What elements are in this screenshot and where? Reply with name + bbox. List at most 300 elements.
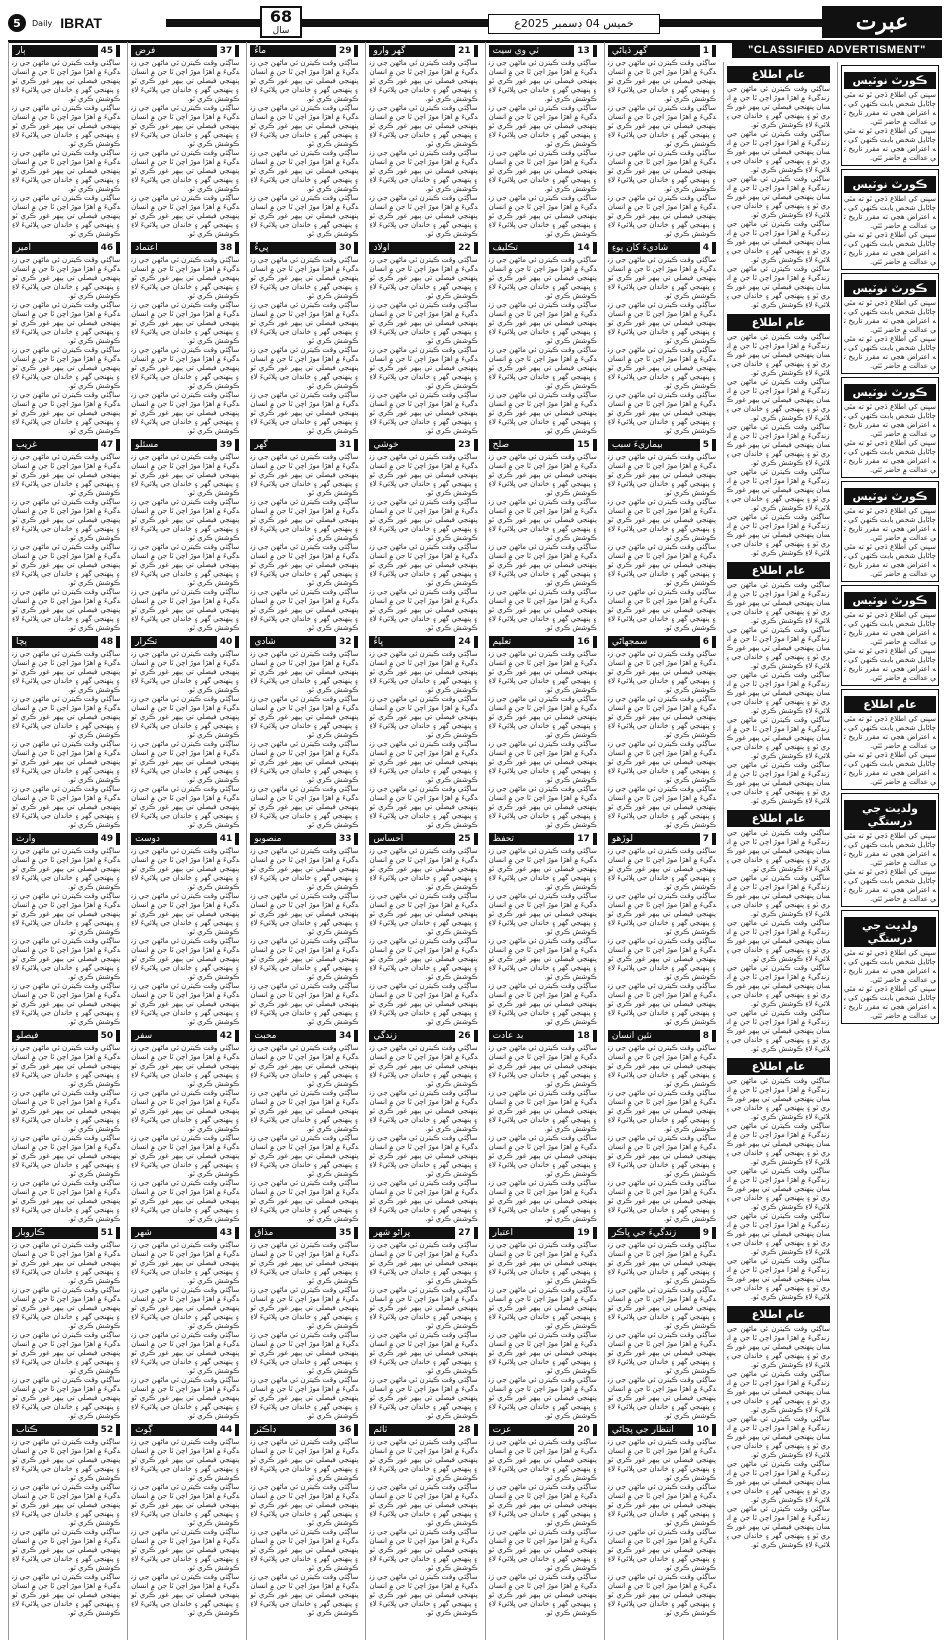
general-notice-title: عام اطلاع [727,66,830,83]
story-text: ساڳئي وقت ڪيترن ئي ماڻهن جي زندگيءَ ۾ اهڙا موڙ اچن ٿا جن ۾ انسان پنهنجي فيصلي تي ٻيهر غور ڪري ٿو ۽ پنهنجي گهر ۽ خاندان جي ڀلائيءَ لاءِ ڪوشش ڪري ٿو. [369,588,478,632]
story-number: 27 [455,1227,474,1239]
ad-notice-text: سڀني کي اطلاع ڏجي ٿو ته مٿي ڄاڻايل شخص بابت ڪنهن کي به اعتراض هجي ته مقرر تاريخ تي عدالت ۾ حاضر ٿئي. [844,403,936,438]
story-title: عزت [492,1425,512,1435]
story-text: ساڳئي وقت ڪيترن ئي ماڻهن جي زندگيءَ ۾ اهڙا موڙ اچن ٿا جن ۾ انسان پنهنجي فيصلي تي ٻيهر غور ڪري ٿو ۽ پنهنجي گهر ۽ خاندان جي ڀلائيءَ لاءِ ڪوشش ڪري ٿو. [250,543,359,587]
story-text: ساڳئي وقت ڪيترن ئي ماڻهن جي زندگيءَ ۾ اهڙا موڙ اچن ٿا جن ۾ انسان پنهنجي فيصلي تي ٻيهر غور ڪري ٿو ۽ پنهنجي گهر ۽ خاندان جي ڀلائيءَ لاءِ ڪوشش ڪري ٿو. [607,1483,716,1527]
story-text: ساڳئي وقت ڪيترن ئي ماڻهن جي زندگيءَ ۾ اهڙا موڙ اچن ٿا جن ۾ انسان پنهنجي فيصلي تي ٻيهر غور ڪري ٿو ۽ پنهنجي گهر ۽ خاندان جي ڀلائيءَ لاءِ ڪوشش ڪري ٿو. [11,346,121,390]
story-text: ساڳئي وقت ڪيترن ئي ماڻهن جي زندگيءَ ۾ اهڙا موڙ اچن ٿا جن ۾ انسان پنهنجي فيصلي تي ٻيهر غور ڪري ٿو ۽ پنهنجي گهر ۽ خاندان جي ڀلائيءَ لاءِ ڪوشش ڪري ٿو. [607,1044,716,1088]
story-title: خوشي [373,440,399,450]
story-text: ساڳئي وقت ڪيترن ئي ماڻهن جي زندگيءَ ۾ اهڙا موڙ اچن ٿا جن ۾ انسان پنهنجي فيصلي تي ٻيهر غور ڪري ٿو ۽ پنهنجي گهر ۽ خاندان جي ڀلائيءَ لاءِ ڪوشش ڪري ٿو. [488,453,597,497]
story-text: ساڳئي وقت ڪيترن ئي ماڻهن جي زندگيءَ ۾ اهڙا موڙ اچن ٿا جن ۾ انسان پنهنجي فيصلي تي ٻيهر غور ڪري ٿو ۽ پنهنجي گهر ۽ خاندان جي ڀلائيءَ لاءِ ڪوشش ڪري ٿو. [250,1286,359,1330]
story-text: ساڳئي وقت ڪيترن ئي ماڻهن جي زندگيءَ ۾ اهڙا موڙ اچن ٿا جن ۾ انسان پنهنجي فيصلي تي ٻيهر غور ڪري ٿو ۽ پنهنجي گهر ۽ خاندان جي ڀلائيءَ لاءِ ڪوشش ڪري ٿو. [488,847,597,891]
story-text: ساڳئي وقت ڪيترن ئي ماڻهن جي زندگيءَ ۾ اهڙا موڙ اچن ٿا جن ۾ انسان پنهنجي فيصلي تي ٻيهر غور ڪري ٿو ۽ پنهنجي گهر ۽ خاندان جي ڀلائيءَ لاءِ ڪوشش ڪري ٿو. [11,695,121,739]
story-number: 21 [455,45,474,57]
story-text: ساڳئي وقت ڪيترن ئي ماڻهن جي زندگيءَ ۾ اهڙا موڙ اچن ٿا جن ۾ انسان پنهنجي فيصلي تي ٻيهر غور ڪري ٿو ۽ پنهنجي گهر ۽ خاندان جي ڀلائيءَ لاءِ ڪوشش ڪري ٿو. [607,391,716,435]
story-text: ساڳئي وقت ڪيترن ئي ماڻهن جي زندگيءَ ۾ اهڙا موڙ اچن ٿا جن ۾ انسان پنهنجي فيصلي تي ٻيهر غور ڪري ٿو ۽ پنهنجي گهر ۽ خاندان جي ڀلائيءَ لاءِ ڪوشش ڪري ٿو. [607,1241,716,1285]
story-text: ساڳئي وقت ڪيترن ئي ماڻهن جي زندگيءَ ۾ اهڙا موڙ اچن ٿا جن ۾ انسان پنهنجي فيصلي تي ٻيهر غور ڪري ٿو ۽ پنهنجي گهر ۽ خاندان جي ڀلائيءَ لاءِ ڪوشش ڪري ٿو. [11,1573,121,1617]
story-header [608,833,716,845]
ad-notice-title: ڪورٽ نوٽيس [844,592,936,609]
general-notice-text: ساڳئي وقت ڪيترن ئي ماڻهن جي زندگيءَ ۾ اهڙا موڙ اچن ٿا جن ۾ انسان پنهنجي فيصلي تي ٻيهر غور ڪري ٿو ۽ پنهنجي گهر ۽ خاندان جي ڀلائيءَ لاءِ ڪوشش ڪري ٿو. [727,1370,830,1414]
story-text: ساڳئي وقت ڪيترن ئي ماڻهن جي زندگيءَ ۾ اهڙا موڙ اچن ٿا جن ۾ انسان پنهنجي فيصلي تي ٻيهر غور ڪري ٿو ۽ پنهنجي گهر ۽ خاندان جي ڀلائيءَ لاءِ ڪوشش ڪري ٿو. [131,1044,240,1088]
ad-notice-text: سڀني کي اطلاع ڏجي ٿو ته مٿي ڄاڻايل شخص بابت ڪنهن کي به اعتراض هجي ته مقرر تاريخ تي عدالت ۾ حاضر ٿئي. [844,949,936,984]
story-text: ساڳئي وقت ڪيترن ئي ماڻهن جي زندگيءَ ۾ اهڙا موڙ اچن ٿا جن ۾ انسان پنهنجي فيصلي تي ٻيهر غور ڪري ٿو ۽ پنهنجي گهر ۽ خاندان جي ڀلائيءَ لاءِ ڪوشش ڪري ٿو. [11,1438,121,1482]
page-number: 5 [8,14,26,32]
general-notice-text: ساڳئي وقت ڪيترن ئي ماڻهن جي زندگيءَ ۾ اهڙا موڙ اچن ٿا جن ۾ انسان پنهنجي فيصلي تي ٻيهر غور ڪري ٿو ۽ پنهنجي گهر ۽ خاندان جي ڀلائيءَ لاءِ ڪوشش ڪري ٿو. [727,671,830,715]
story-text: ساڳئي وقت ڪيترن ئي ماڻهن جي زندگيءَ ۾ اهڙا موڙ اچن ٿا جن ۾ انسان پنهنجي فيصلي تي ٻيهر غور ڪري ٿو ۽ پنهنجي گهر ۽ خاندان جي ڀلائيءَ لاءِ ڪوشش ڪري ٿو. [250,453,359,497]
story-header [608,242,716,254]
story-header [489,439,597,451]
story-text: ساڳئي وقت ڪيترن ئي ماڻهن جي زندگيءَ ۾ اهڙا موڙ اچن ٿا جن ۾ انسان پنهنجي فيصلي تي ٻيهر غور ڪري ٿو ۽ پنهنجي گهر ۽ خاندان جي ڀلائيءَ لاءِ ڪوشش ڪري ٿو. [369,847,478,891]
story-text: ساڳئي وقت ڪيترن ئي ماڻهن جي زندگيءَ ۾ اهڙا موڙ اچن ٿا جن ۾ انسان پنهنجي فيصلي تي ٻيهر غور ڪري ٿو ۽ پنهنجي گهر ۽ خاندان جي ڀلائيءَ لاءِ ڪوشش ڪري ٿو. [488,695,597,739]
general-notice-title: عام اطلاع [727,562,830,579]
general-notice-text: ساڳئي وقت ڪيترن ئي ماڻهن جي زندگيءَ ۾ اهڙا موڙ اچن ٿا جن ۾ انسان پنهنجي فيصلي تي ٻيهر غور ڪري ٿو ۽ پنهنجي گهر ۽ خاندان جي ڀلائيءَ لاءِ ڪوشش ڪري ٿو. [727,1077,830,1121]
story-text: ساڳئي وقت ڪيترن ئي ماڻهن جي زندگيءَ ۾ اهڙا موڙ اچن ٿا جن ۾ انسان پنهنجي فيصلي تي ٻيهر غور ڪري ٿو ۽ پنهنجي گهر ۽ خاندان جي ڀلائيءَ لاءِ ڪوشش ڪري ٿو. [488,650,597,694]
story-text: ساڳئي وقت ڪيترن ئي ماڻهن جي زندگيءَ ۾ اهڙا موڙ اچن ٿا جن ۾ انسان پنهنجي فيصلي تي ٻيهر غور ڪري ٿو ۽ پنهنجي گهر ۽ خاندان جي ڀلائيءَ لاءِ ڪوشش ڪري ٿو. [369,498,478,542]
story-text: ساڳئي وقت ڪيترن ئي ماڻهن جي زندگيءَ ۾ اهڙا موڙ اچن ٿا جن ۾ انسان پنهنجي فيصلي تي ٻيهر غور ڪري ٿو ۽ پنهنجي گهر ۽ خاندان جي ڀلائيءَ لاءِ ڪوشش ڪري ٿو. [607,1528,716,1572]
story-number: 16 [574,636,593,648]
story-text: ساڳئي وقت ڪيترن ئي ماڻهن جي زندگيءَ ۾ اهڙا موڙ اچن ٿا جن ۾ انسان پنهنجي فيصلي تي ٻيهر غور ڪري ٿو ۽ پنهنجي گهر ۽ خاندان جي ڀلائيءَ لاءِ ڪوشش ڪري ٿو. [11,543,121,587]
story-number: 32 [336,636,355,648]
story-text: ساڳئي وقت ڪيترن ئي ماڻهن جي زندگيءَ ۾ اهڙا موڙ اچن ٿا جن ۾ انسان پنهنجي فيصلي تي ٻيهر غور ڪري ٿو ۽ پنهنجي گهر ۽ خاندان جي ڀلائيءَ لاءِ ڪوشش ڪري ٿو. [369,149,478,193]
story-text: ساڳئي وقت ڪيترن ئي ماڻهن جي زندگيءَ ۾ اهڙا موڙ اچن ٿا جن ۾ انسان پنهنجي فيصلي تي ٻيهر غور ڪري ٿو ۽ پنهنجي گهر ۽ خاندان جي ڀلائيءَ لاءِ ڪوشش ڪري ٿو. [369,543,478,587]
story-header [608,1227,716,1239]
story-header [12,1030,120,1042]
story-title: شهر [135,1228,152,1238]
story-text: ساڳئي وقت ڪيترن ئي ماڻهن جي زندگيءَ ۾ اهڙا موڙ اچن ٿا جن ۾ انسان پنهنجي فيصلي تي ٻيهر غور ڪري ٿو ۽ پنهنجي گهر ۽ خاندان جي ڀلائيءَ لاءِ ڪوشش ڪري ٿو. [369,1134,478,1178]
ad-notice [841,689,939,790]
general-notice-text: ساڳئي وقت ڪيترن ئي ماڻهن جي زندگيءَ ۾ اهڙا موڙ اچن ٿا جن ۾ انسان پنهنجي فيصلي تي ٻيهر غور ڪري ٿو ۽ پنهنجي گهر ۽ خاندان جي ڀلائيءَ لاءِ ڪوشش ڪري ٿو. [727,220,830,264]
story-text: ساڳئي وقت ڪيترن ئي ماڻهن جي زندگيءَ ۾ اهڙا موڙ اچن ٿا جن ۾ انسان پنهنجي فيصلي تي ٻيهر غور ڪري ٿو ۽ پنهنجي گهر ۽ خاندان جي ڀلائيءَ لاءِ ڪوشش ڪري ٿو. [250,1179,359,1223]
story-text: ساڳئي وقت ڪيترن ئي ماڻهن جي زندگيءَ ۾ اهڙا موڙ اچن ٿا جن ۾ انسان پنهنجي فيصلي تي ٻيهر غور ڪري ٿو ۽ پنهنجي گهر ۽ خاندان جي ڀلائيءَ لاءِ ڪوشش ڪري ٿو. [488,498,597,542]
story-text: ساڳئي وقت ڪيترن ئي ماڻهن جي زندگيءَ ۾ اهڙا موڙ اچن ٿا جن ۾ انسان پنهنجي فيصلي تي ٻيهر غور ڪري ٿو ۽ پنهنجي گهر ۽ خاندان جي ڀلائيءَ لاءِ ڪوشش ڪري ٿو. [250,1483,359,1527]
story-header [489,242,597,254]
story-column [127,42,242,1640]
ad-notice-text: سڀني کي اطلاع ڏجي ٿو ته مٿي ڄاڻايل شخص بابت ڪنهن کي به اعتراض هجي ته مقرر تاريخ تي عدالت ۾ حاضر ٿئي. [844,299,936,334]
year-box [260,6,302,38]
story-text: ساڳئي وقت ڪيترن ئي ماڻهن جي زندگيءَ ۾ اهڙا موڙ اچن ٿا جن ۾ انسان پنهنجي فيصلي تي ٻيهر غور ڪري ٿو ۽ پنهنجي گهر ۽ خاندان جي ڀلائيءَ لاءِ ڪوشش ڪري ٿو. [11,194,121,238]
ad-notice-text: سڀني کي اطلاع ڏجي ٿو ته مٿي ڄاڻايل شخص بابت ڪنهن کي به اعتراض هجي ته مقرر تاريخ تي عدالت ۾ حاضر ٿئي. [844,439,936,474]
story-number: 43 [217,1227,236,1239]
story-text: ساڳئي وقت ڪيترن ئي ماڻهن جي زندگيءَ ۾ اهڙا موڙ اچن ٿا جن ۾ انسان پنهنجي فيصلي تي ٻيهر غور ڪري ٿو ۽ پنهنجي گهر ۽ خاندان جي ڀلائيءَ لاءِ ڪوشش ڪري ٿو. [131,1573,240,1617]
general-notice-text: ساڳئي وقت ڪيترن ئي ماڻهن جي زندگيءَ ۾ اهڙا موڙ اچن ٿا جن ۾ انسان پنهنجي فيصلي تي ٻيهر غور ڪري ٿو ۽ پنهنجي گهر ۽ خاندان جي ڀلائيءَ لاءِ ڪوشش ڪري ٿو. [727,626,830,670]
story-text: ساڳئي وقت ڪيترن ئي ماڻهن جي زندگيءَ ۾ اهڙا موڙ اچن ٿا جن ۾ انسان پنهنجي فيصلي تي ٻيهر غور ڪري ٿو ۽ پنهنجي گهر ۽ خاندان جي ڀلائيءَ لاءِ ڪوشش ڪري ٿو. [488,543,597,587]
story-text: ساڳئي وقت ڪيترن ئي ماڻهن جي زندگيءَ ۾ اهڙا موڙ اچن ٿا جن ۾ انسان پنهنجي فيصلي تي ٻيهر غور ڪري ٿو ۽ پنهنجي گهر ۽ خاندان جي ڀلائيءَ لاءِ ڪوشش ڪري ٿو. [607,59,716,103]
ad-notice-text: سڀني کي اطلاع ڏجي ٿو ته مٿي ڄاڻايل شخص بابت ڪنهن کي به اعتراض هجي ته مقرر تاريخ تي عدالت ۾ حاضر ٿئي. [844,335,936,370]
story-text: ساڳئي وقت ڪيترن ئي ماڻهن جي زندگيءَ ۾ اهڙا موڙ اچن ٿا جن ۾ انسان پنهنجي فيصلي تي ٻيهر غور ڪري ٿو ۽ پنهنجي گهر ۽ خاندان جي ڀلائيءَ لاءِ ڪوشش ڪري ٿو. [131,785,240,829]
story-title: زندگي [373,1031,397,1041]
story-text: ساڳئي وقت ڪيترن ئي ماڻهن جي زندگيءَ ۾ اهڙا موڙ اچن ٿا جن ۾ انسان پنهنجي فيصلي تي ٻيهر غور ڪري ٿو ۽ پنهنجي گهر ۽ خاندان جي ڀلائيءَ لاءِ ڪوشش ڪري ٿو. [369,1376,478,1420]
paper-name: IBRAT [60,15,102,31]
ad-notice [841,910,939,1024]
story-number: 13 [574,45,593,57]
story-text: ساڳئي وقت ڪيترن ئي ماڻهن جي زندگيءَ ۾ اهڙا موڙ اچن ٿا جن ۾ انسان پنهنجي فيصلي تي ٻيهر غور ڪري ٿو ۽ پنهنجي گهر ۽ خاندان جي ڀلائيءَ لاءِ ڪوشش ڪري ٿو. [131,149,240,193]
story-text: ساڳئي وقت ڪيترن ئي ماڻهن جي زندگيءَ ۾ اهڙا موڙ اچن ٿا جن ۾ انسان پنهنجي فيصلي تي ٻيهر غور ڪري ٿو ۽ پنهنجي گهر ۽ خاندان جي ڀلائيءَ لاءِ ڪوشش ڪري ٿو. [131,453,240,497]
story-text: ساڳئي وقت ڪيترن ئي ماڻهن جي زندگيءَ ۾ اهڙا موڙ اچن ٿا جن ۾ انسان پنهنجي فيصلي تي ٻيهر غور ڪري ٿو ۽ پنهنجي گهر ۽ خاندان جي ڀلائيءَ لاءِ ڪوشش ڪري ٿو. [607,301,716,345]
story-text: ساڳئي وقت ڪيترن ئي ماڻهن جي زندگيءَ ۾ اهڙا موڙ اچن ٿا جن ۾ انسان پنهنجي فيصلي تي ٻيهر غور ڪري ٿو ۽ پنهنجي گهر ۽ خاندان جي ڀلائيءَ لاءِ ڪوشش ڪري ٿو. [250,301,359,345]
story-text: ساڳئي وقت ڪيترن ئي ماڻهن جي زندگيءَ ۾ اهڙا موڙ اچن ٿا جن ۾ انسان پنهنجي فيصلي تي ٻيهر غور ڪري ٿو ۽ پنهنجي گهر ۽ خاندان جي ڀلائيءَ لاءِ ڪوشش ڪري ٿو. [131,256,240,300]
story-column [485,42,600,1640]
story-text: ساڳئي وقت ڪيترن ئي ماڻهن جي زندگيءَ ۾ اهڙا موڙ اچن ٿا جن ۾ انسان پنهنجي فيصلي تي ٻيهر غور ڪري ٿو ۽ پنهنجي گهر ۽ خاندان جي ڀلائيءَ لاءِ ڪوشش ڪري ٿو. [11,1089,121,1133]
story-number: 9 [700,1227,712,1239]
story-title: منصوبو [254,834,282,844]
story-text: ساڳئي وقت ڪيترن ئي ماڻهن جي زندگيءَ ۾ اهڙا موڙ اچن ٿا جن ۾ انسان پنهنجي فيصلي تي ٻيهر غور ڪري ٿو ۽ پنهنجي گهر ۽ خاندان جي ڀلائيءَ لاءِ ڪوشش ڪري ٿو. [131,1483,240,1527]
story-text: ساڳئي وقت ڪيترن ئي ماڻهن جي زندگيءَ ۾ اهڙا موڙ اچن ٿا جن ۾ انسان پنهنجي فيصلي تي ٻيهر غور ڪري ٿو ۽ پنهنجي گهر ۽ خاندان جي ڀلائيءَ لاءِ ڪوشش ڪري ٿو. [250,892,359,936]
story-text: ساڳئي وقت ڪيترن ئي ماڻهن جي زندگيءَ ۾ اهڙا موڙ اچن ٿا جن ۾ انسان پنهنجي فيصلي تي ٻيهر غور ڪري ٿو ۽ پنهنجي گهر ۽ خاندان جي ڀلائيءَ لاءِ ڪوشش ڪري ٿو. [11,256,121,300]
story-number: 8 [700,1030,712,1042]
ad-notice-text: سڀني کي اطلاع ڏجي ٿو ته مٿي ڄاڻايل شخص بابت ڪنهن کي به اعتراض هجي ته مقرر تاريخ تي عدالت ۾ حاضر ٿئي. [844,231,936,266]
story-text: ساڳئي وقت ڪيترن ئي ماڻهن جي زندگيءَ ۾ اهڙا موڙ اچن ٿا جن ۾ انسان پنهنجي فيصلي تي ٻيهر غور ڪري ٿو ۽ پنهنجي گهر ۽ خاندان جي ڀلائيءَ لاءِ ڪوشش ڪري ٿو. [607,1438,716,1482]
story-text: ساڳئي وقت ڪيترن ئي ماڻهن جي زندگيءَ ۾ اهڙا موڙ اچن ٿا جن ۾ انسان پنهنجي فيصلي تي ٻيهر غور ڪري ٿو ۽ پنهنجي گهر ۽ خاندان جي ڀلائيءَ لاءِ ڪوشش ڪري ٿو. [607,982,716,1026]
story-header [369,242,477,254]
ad-notice-text: سڀني کي اطلاع ڏجي ٿو ته مٿي ڄاڻايل شخص بابت ڪنهن کي به اعتراض هجي ته مقرر تاريخ تي عدالت ۾ حاضر ٿئي. [844,543,936,578]
story-header [489,1030,597,1042]
ad-notice [841,65,939,166]
story-header [489,1424,597,1436]
story-title: انتظار جي پڄاڻي [611,1425,674,1435]
story-header [489,1227,597,1239]
story-text: ساڳئي وقت ڪيترن ئي ماڻهن جي زندگيءَ ۾ اهڙا موڙ اچن ٿا جن ۾ انسان پنهنجي فيصلي تي ٻيهر غور ڪري ٿو ۽ پنهنجي گهر ۽ خاندان جي ڀلائيءَ لاءِ ڪوشش ڪري ٿو. [607,740,716,784]
story-text: ساڳئي وقت ڪيترن ئي ماڻهن جي زندگيءَ ۾ اهڙا موڙ اچن ٿا جن ۾ انسان پنهنجي فيصلي تي ٻيهر غور ڪري ٿو ۽ پنهنجي گهر ۽ خاندان جي ڀلائيءَ لاءِ ڪوشش ڪري ٿو. [250,785,359,829]
story-text: ساڳئي وقت ڪيترن ئي ماڻهن جي زندگيءَ ۾ اهڙا موڙ اچن ٿا جن ۾ انسان پنهنجي فيصلي تي ٻيهر غور ڪري ٿو ۽ پنهنجي گهر ۽ خاندان جي ڀلائيءَ لاءِ ڪوشش ڪري ٿو. [131,1089,240,1133]
story-text: ساڳئي وقت ڪيترن ئي ماڻهن جي زندگيءَ ۾ اهڙا موڙ اچن ٿا جن ۾ انسان پنهنجي فيصلي تي ٻيهر غور ڪري ٿو ۽ پنهنجي گهر ۽ خاندان جي ڀلائيءَ لاءِ ڪوشش ڪري ٿو. [11,149,121,193]
story-text: ساڳئي وقت ڪيترن ئي ماڻهن جي زندگيءَ ۾ اهڙا موڙ اچن ٿا جن ۾ انسان پنهنجي فيصلي تي ٻيهر غور ڪري ٿو ۽ پنهنجي گهر ۽ خاندان جي ڀلائيءَ لاءِ ڪوشش ڪري ٿو. [11,1376,121,1420]
story-number: 50 [98,1030,117,1042]
story-text: ساڳئي وقت ڪيترن ئي ماڻهن جي زندگيءَ ۾ اهڙا موڙ اچن ٿا جن ۾ انسان پنهنجي فيصلي تي ٻيهر غور ڪري ٿو ۽ پنهنجي گهر ۽ خاندان جي ڀلائيءَ لاءِ ڪوشش ڪري ٿو. [131,588,240,632]
story-text: ساڳئي وقت ڪيترن ئي ماڻهن جي زندگيءَ ۾ اهڙا موڙ اچن ٿا جن ۾ انسان پنهنجي فيصلي تي ٻيهر غور ڪري ٿو ۽ پنهنجي گهر ۽ خاندان جي ڀلائيءَ لاءِ ڪوشش ڪري ٿو. [607,543,716,587]
story-header [131,636,239,648]
story-header [608,439,716,451]
story-text: ساڳئي وقت ڪيترن ئي ماڻهن جي زندگيءَ ۾ اهڙا موڙ اچن ٿا جن ۾ انسان پنهنجي فيصلي تي ٻيهر غور ڪري ٿو ۽ پنهنجي گهر ۽ خاندان جي ڀلائيءَ لاءِ ڪوشش ڪري ٿو. [250,1044,359,1088]
story-number: 19 [574,1227,593,1239]
story-title: تڪرار [135,637,158,647]
story-text: ساڳئي وقت ڪيترن ئي ماڻهن جي زندگيءَ ۾ اهڙا موڙ اچن ٿا جن ۾ انسان پنهنجي فيصلي تي ٻيهر غور ڪري ٿو ۽ پنهنجي گهر ۽ خاندان جي ڀلائيءَ لاءِ ڪوشش ڪري ٿو. [607,1179,716,1223]
story-number: 44 [217,1424,236,1436]
ad-notice [841,377,939,478]
story-title: شادي [254,637,276,647]
story-text: ساڳئي وقت ڪيترن ئي ماڻهن جي زندگيءَ ۾ اهڙا موڙ اچن ٿا جن ۾ انسان پنهنجي فيصلي تي ٻيهر غور ڪري ٿو ۽ پنهنجي گهر ۽ خاندان جي ڀلائيءَ لاءِ ڪوشش ڪري ٿو. [369,1241,478,1285]
paper-logo: عبرت [822,6,942,38]
story-text: ساڳئي وقت ڪيترن ئي ماڻهن جي زندگيءَ ۾ اهڙا موڙ اچن ٿا جن ۾ انسان پنهنجي فيصلي تي ٻيهر غور ڪري ٿو ۽ پنهنجي گهر ۽ خاندان جي ڀلائيءَ لاءِ ڪوشش ڪري ٿو. [488,937,597,981]
general-notice-text: ساڳئي وقت ڪيترن ئي ماڻهن جي زندگيءَ ۾ اهڙا موڙ اچن ٿا جن ۾ انسان پنهنجي فيصلي تي ٻيهر غور ڪري ٿو ۽ پنهنجي گهر ۽ خاندان جي ڀلائيءَ لاءِ ڪوشش ڪري ٿو. [727,85,830,129]
story-header [250,439,358,451]
story-number: 17 [574,833,593,845]
notices-column [723,62,833,1640]
story-text: ساڳئي وقت ڪيترن ئي ماڻهن جي زندگيءَ ۾ اهڙا موڙ اچن ٿا جن ۾ انسان پنهنجي فيصلي تي ٻيهر غور ڪري ٿو ۽ پنهنجي گهر ۽ خاندان جي ڀلائيءَ لاءِ ڪوشش ڪري ٿو. [131,650,240,694]
story-text: ساڳئي وقت ڪيترن ئي ماڻهن جي زندگيءَ ۾ اهڙا موڙ اچن ٿا جن ۾ انسان پنهنجي فيصلي تي ٻيهر غور ڪري ٿو ۽ پنهنجي گهر ۽ خاندان جي ڀلائيءَ لاءِ ڪوشش ڪري ٿو. [488,301,597,345]
story-text: ساڳئي وقت ڪيترن ئي ماڻهن جي زندگيءَ ۾ اهڙا موڙ اچن ٿا جن ۾ انسان پنهنجي فيصلي تي ٻيهر غور ڪري ٿو ۽ پنهنجي گهر ۽ خاندان جي ڀلائيءَ لاءِ ڪوشش ڪري ٿو. [369,1179,478,1223]
story-header [608,636,716,648]
story-text: ساڳئي وقت ڪيترن ئي ماڻهن جي زندگيءَ ۾ اهڙا موڙ اچن ٿا جن ۾ انسان پنهنجي فيصلي تي ٻيهر غور ڪري ٿو ۽ پنهنجي گهر ۽ خاندان جي ڀلائيءَ لاءِ ڪوشش ڪري ٿو. [488,588,597,632]
ad-notice-text: سڀني کي اطلاع ڏجي ٿو ته مٿي ڄاڻايل شخص بابت ڪنهن کي به اعتراض هجي ته مقرر تاريخ تي عدالت ۾ حاضر ٿئي. [844,507,936,542]
story-title: دوست [135,834,160,844]
story-title: امير [15,243,31,253]
ad-notice-text: سڀني کي اطلاع ڏجي ٿو ته مٿي ڄاڻايل شخص بابت ڪنهن کي به اعتراض هجي ته مقرر تاريخ تي عدالت ۾ حاضر ٿئي. [844,751,936,786]
story-text: ساڳئي وقت ڪيترن ئي ماڻهن جي زندگيءَ ۾ اهڙا موڙ اچن ٿا جن ۾ انسان پنهنجي فيصلي تي ٻيهر غور ڪري ٿو ۽ پنهنجي گهر ۽ خاندان جي ڀلائيءَ لاءِ ڪوشش ڪري ٿو. [369,1089,478,1133]
story-text: ساڳئي وقت ڪيترن ئي ماڻهن جي زندگيءَ ۾ اهڙا موڙ اچن ٿا جن ۾ انسان پنهنجي فيصلي تي ٻيهر غور ڪري ٿو ۽ پنهنجي گهر ۽ خاندان جي ڀلائيءَ لاءِ ڪوشش ڪري ٿو. [131,346,240,390]
story-text: ساڳئي وقت ڪيترن ئي ماڻهن جي زندگيءَ ۾ اهڙا موڙ اچن ٿا جن ۾ انسان پنهنجي فيصلي تي ٻيهر غور ڪري ٿو ۽ پنهنجي گهر ۽ خاندان جي ڀلائيءَ لاءِ ڪوشش ڪري ٿو. [250,650,359,694]
ad-notice-title: ڪورٽ نوٽيس [844,72,936,89]
story-title: صلح [492,440,510,450]
story-header [250,1424,358,1436]
story-text: ساڳئي وقت ڪيترن ئي ماڻهن جي زندگيءَ ۾ اهڙا موڙ اچن ٿا جن ۾ انسان پنهنجي فيصلي تي ٻيهر غور ڪري ٿو ۽ پنهنجي گهر ۽ خاندان جي ڀلائيءَ لاءِ ڪوشش ڪري ٿو. [607,1134,716,1178]
story-number: 4 [700,242,712,254]
story-number: 38 [217,242,236,254]
general-notice-title: عام اطلاع [727,810,830,827]
story-header [131,1424,239,1436]
story-text: ساڳئي وقت ڪيترن ئي ماڻهن جي زندگيءَ ۾ اهڙا موڙ اچن ٿا جن ۾ انسان پنهنجي فيصلي تي ٻيهر غور ڪري ٿو ۽ پنهنجي گهر ۽ خاندان جي ڀلائيءَ لاءِ ڪوشش ڪري ٿو. [11,1331,121,1375]
story-title: ٽي وي سيٽ [492,46,539,56]
story-title: گهر وارو [373,46,406,56]
story-text: ساڳئي وقت ڪيترن ئي ماڻهن جي زندگيءَ ۾ اهڙا موڙ اچن ٿا جن ۾ انسان پنهنجي فيصلي تي ٻيهر غور ڪري ٿو ۽ پنهنجي گهر ۽ خاندان جي ڀلائيءَ لاءِ ڪوشش ڪري ٿو. [131,695,240,739]
story-title: نئين انسان [611,1031,652,1041]
story-title: فيصلو [15,1031,39,1041]
ad-notice-text: سڀني کي اطلاع ڏجي ٿو ته مٿي ڄاڻايل شخص بابت ڪنهن کي به اعتراض هجي ته مقرر تاريخ تي عدالت ۾ حاضر ٿئي. [844,647,936,682]
story-text: ساڳئي وقت ڪيترن ئي ماڻهن جي زندگيءَ ۾ اهڙا موڙ اچن ٿا جن ۾ انسان پنهنجي فيصلي تي ٻيهر غور ڪري ٿو ۽ پنهنجي گهر ۽ خاندان جي ڀلائيءَ لاءِ ڪوشش ڪري ٿو. [131,543,240,587]
story-text: ساڳئي وقت ڪيترن ئي ماڻهن جي زندگيءَ ۾ اهڙا موڙ اچن ٿا جن ۾ انسان پنهنجي فيصلي تي ٻيهر غور ڪري ٿو ۽ پنهنجي گهر ۽ خاندان جي ڀلائيءَ لاءِ ڪوشش ڪري ٿو. [250,1438,359,1482]
ad-notice [841,585,939,686]
story-title: ٻچا [15,637,28,647]
general-notice-text: ساڳئي وقت ڪيترن ئي ماڻهن جي زندگيءَ ۾ اهڙا موڙ اچن ٿا جن ۾ انسان پنهنجي فيصلي تي ٻيهر غور ڪري ٿو ۽ پنهنجي گهر ۽ خاندان جي ڀلائيءَ لاءِ ڪوشش ڪري ٿو. [727,1505,830,1549]
story-text: ساڳئي وقت ڪيترن ئي ماڻهن جي زندگيءَ ۾ اهڙا موڙ اچن ٿا جن ۾ انسان پنهنجي فيصلي تي ٻيهر غور ڪري ٿو ۽ پنهنجي گهر ۽ خاندان جي ڀلائيءَ لاءِ ڪوشش ڪري ٿو. [250,1241,359,1285]
story-title: مذاق [254,1228,274,1238]
story-text: ساڳئي وقت ڪيترن ئي ماڻهن جي زندگيءَ ۾ اهڙا موڙ اچن ٿا جن ۾ انسان پنهنجي فيصلي تي ٻيهر غور ڪري ٿو ۽ پنهنجي گهر ۽ خاندان جي ڀلائيءَ لاءِ ڪوشش ڪري ٿو. [369,453,478,497]
ad-notice [841,481,939,582]
story-number: 5 [700,439,712,451]
story-text: ساڳئي وقت ڪيترن ئي ماڻهن جي زندگيءَ ۾ اهڙا موڙ اچن ٿا جن ۾ انسان پنهنجي فيصلي تي ٻيهر غور ڪري ٿو ۽ پنهنجي گهر ۽ خاندان جي ڀلائيءَ لاءِ ڪوشش ڪري ٿو. [369,1528,478,1572]
story-number: 20 [574,1424,593,1436]
story-text: ساڳئي وقت ڪيترن ئي ماڻهن جي زندگيءَ ۾ اهڙا موڙ اچن ٿا جن ۾ انسان پنهنجي فيصلي تي ٻيهر غور ڪري ٿو ۽ پنهنجي گهر ۽ خاندان جي ڀلائيءَ لاءِ ڪوشش ڪري ٿو. [11,1241,121,1285]
story-text: ساڳئي وقت ڪيترن ئي ماڻهن جي زندگيءَ ۾ اهڙا موڙ اچن ٿا جن ۾ انسان پنهنجي فيصلي تي ٻيهر غور ڪري ٿو ۽ پنهنجي گهر ۽ خاندان جي ڀلائيءَ لاءِ ڪوشش ڪري ٿو. [11,937,121,981]
story-text: ساڳئي وقت ڪيترن ئي ماڻهن جي زندگيءَ ۾ اهڙا موڙ اچن ٿا جن ۾ انسان پنهنجي فيصلي تي ٻيهر غور ڪري ٿو ۽ پنهنجي گهر ۽ خاندان جي ڀلائيءَ لاءِ ڪوشش ڪري ٿو. [11,650,121,694]
story-text: ساڳئي وقت ڪيترن ئي ماڻهن جي زندگيءَ ۾ اهڙا موڙ اچن ٿا جن ۾ انسان پنهنجي فيصلي تي ٻيهر غور ڪري ٿو ۽ پنهنجي گهر ۽ خاندان جي ڀلائيءَ لاءِ ڪوشش ڪري ٿو. [488,1089,597,1133]
story-header [250,242,358,254]
story-text: ساڳئي وقت ڪيترن ئي ماڻهن جي زندگيءَ ۾ اهڙا موڙ اچن ٿا جن ۾ انسان پنهنجي فيصلي تي ٻيهر غور ڪري ٿو ۽ پنهنجي گهر ۽ خاندان جي ڀلائيءَ لاءِ ڪوشش ڪري ٿو. [607,346,716,390]
story-text: ساڳئي وقت ڪيترن ئي ماڻهن جي زندگيءَ ۾ اهڙا موڙ اچن ٿا جن ۾ انسان پنهنجي فيصلي تي ٻيهر غور ڪري ٿو ۽ پنهنجي گهر ۽ خاندان جي ڀلائيءَ لاءِ ڪوشش ڪري ٿو. [488,1134,597,1178]
story-header [369,833,477,845]
story-header [131,45,239,57]
story-title: ڪاروبار [15,1228,45,1238]
story-header [131,1227,239,1239]
story-text: ساڳئي وقت ڪيترن ئي ماڻهن جي زندگيءَ ۾ اهڙا موڙ اچن ٿا جن ۾ انسان پنهنجي فيصلي تي ٻيهر غور ڪري ٿو ۽ پنهنجي گهر ۽ خاندان جي ڀلائيءَ لاءِ ڪوشش ڪري ٿو. [11,1286,121,1330]
story-text: ساڳئي وقت ڪيترن ئي ماڻهن جي زندگيءَ ۾ اهڙا موڙ اچن ٿا جن ۾ انسان پنهنجي فيصلي تي ٻيهر غور ڪري ٿو ۽ پنهنجي گهر ۽ خاندان جي ڀلائيءَ لاءِ ڪوشش ڪري ٿو. [369,301,478,345]
story-number: 48 [98,636,117,648]
story-text: ساڳئي وقت ڪيترن ئي ماڻهن جي زندگيءَ ۾ اهڙا موڙ اچن ٿا جن ۾ انسان پنهنجي فيصلي تي ٻيهر غور ڪري ٿو ۽ پنهنجي گهر ۽ خاندان جي ڀلائيءَ لاءِ ڪوشش ڪري ٿو. [369,1331,478,1375]
story-header [369,1227,477,1239]
story-header [369,45,477,57]
general-notice-text: ساڳئي وقت ڪيترن ئي ماڻهن جي زندگيءَ ۾ اهڙا موڙ اچن ٿا جن ۾ انسان پنهنجي فيصلي تي ٻيهر غور ڪري ٿو ۽ پنهنجي گهر ۽ خاندان جي ڀلائيءَ لاءِ ڪوشش ڪري ٿو. [727,874,830,918]
story-text: ساڳئي وقت ڪيترن ئي ماڻهن جي زندگيءَ ۾ اهڙا موڙ اچن ٿا جن ۾ انسان پنهنجي فيصلي تي ٻيهر غور ڪري ٿو ۽ پنهنجي گهر ۽ خاندان جي ڀلائيءَ لاءِ ڪوشش ڪري ٿو. [131,1286,240,1330]
story-title: ڳوٺ [135,1425,153,1435]
story-text: ساڳئي وقت ڪيترن ئي ماڻهن جي زندگيءَ ۾ اهڙا موڙ اچن ٿا جن ۾ انسان پنهنجي فيصلي تي ٻيهر غور ڪري ٿو ۽ پنهنجي گهر ۽ خاندان جي ڀلائيءَ لاءِ ڪوشش ڪري ٿو. [250,1528,359,1572]
story-title: وارث [15,834,36,844]
ad-notice-title: عام اطلاع [844,696,936,713]
story-text: ساڳئي وقت ڪيترن ئي ماڻهن جي زندگيءَ ۾ اهڙا موڙ اچن ٿا جن ۾ انسان پنهنجي فيصلي تي ٻيهر غور ڪري ٿو ۽ پنهنجي گهر ۽ خاندان جي ڀلائيءَ لاءِ ڪوشش ڪري ٿو. [250,1573,359,1617]
story-text: ساڳئي وقت ڪيترن ئي ماڻهن جي زندگيءَ ۾ اهڙا موڙ اچن ٿا جن ۾ انسان پنهنجي فيصلي تي ٻيهر غور ڪري ٿو ۽ پنهنجي گهر ۽ خاندان جي ڀلائيءَ لاءِ ڪوشش ڪري ٿو. [250,149,359,193]
story-text: ساڳئي وقت ڪيترن ئي ماڻهن جي زندگيءَ ۾ اهڙا موڙ اچن ٿا جن ۾ انسان پنهنجي فيصلي تي ٻيهر غور ڪري ٿو ۽ پنهنجي گهر ۽ خاندان جي ڀلائيءَ لاءِ ڪوشش ڪري ٿو. [607,194,716,238]
story-text: ساڳئي وقت ڪيترن ئي ماڻهن جي زندگيءَ ۾ اهڙا موڙ اچن ٿا جن ۾ انسان پنهنجي فيصلي تي ٻيهر غور ڪري ٿو ۽ پنهنجي گهر ۽ خاندان جي ڀلائيءَ لاءِ ڪوشش ڪري ٿو. [488,1331,597,1375]
story-header [12,45,120,57]
general-notice-text: ساڳئي وقت ڪيترن ئي ماڻهن جي زندگيءَ ۾ اهڙا موڙ اچن ٿا جن ۾ انسان پنهنجي فيصلي تي ٻيهر غور ڪري ٿو ۽ پنهنجي گهر ۽ خاندان جي ڀلائيءَ لاءِ ڪوشش ڪري ٿو. [727,175,830,219]
story-text: ساڳئي وقت ڪيترن ئي ماڻهن جي زندگيءَ ۾ اهڙا موڙ اچن ٿا جن ۾ انسان پنهنجي فيصلي تي ٻيهر غور ڪري ٿو ۽ پنهنجي گهر ۽ خاندان جي ڀلائيءَ لاءِ ڪوشش ڪري ٿو. [11,785,121,829]
story-number: 24 [455,636,474,648]
story-text: ساڳئي وقت ڪيترن ئي ماڻهن جي زندگيءَ ۾ اهڙا موڙ اچن ٿا جن ۾ انسان پنهنجي فيصلي تي ٻيهر غور ڪري ٿو ۽ پنهنجي گهر ۽ خاندان جي ڀلائيءَ لاءِ ڪوشش ڪري ٿو. [488,785,597,829]
ad-notice-text: سڀني کي اطلاع ڏجي ٿو ته مٿي ڄاڻايل شخص بابت ڪنهن کي به اعتراض هجي ته مقرر تاريخ تي عدالت ۾ حاضر ٿئي. [844,91,936,126]
story-header [250,1030,358,1042]
story-text: ساڳئي وقت ڪيترن ئي ماڻهن جي زندگيءَ ۾ اهڙا موڙ اچن ٿا جن ۾ انسان پنهنجي فيصلي تي ٻيهر غور ڪري ٿو ۽ پنهنجي گهر ۽ خاندان جي ڀلائيءَ لاءِ ڪوشش ڪري ٿو. [250,588,359,632]
ad-notice-text: سڀني کي اطلاع ڏجي ٿو ته مٿي ڄاڻايل شخص بابت ڪنهن کي به اعتراض هجي ته مقرر تاريخ تي عدالت ۾ حاضر ٿئي. [844,832,936,867]
story-text: ساڳئي وقت ڪيترن ئي ماڻهن جي زندگيءَ ۾ اهڙا موڙ اچن ٿا جن ۾ انسان پنهنجي فيصلي تي ٻيهر غور ڪري ٿو ۽ پنهنجي گهر ۽ خاندان جي ڀلائيءَ لاءِ ڪوشش ڪري ٿو. [250,194,359,238]
story-title: سفر [135,1031,153,1041]
story-text: ساڳئي وقت ڪيترن ئي ماڻهن جي زندگيءَ ۾ اهڙا موڙ اچن ٿا جن ۾ انسان پنهنجي فيصلي تي ٻيهر غور ڪري ٿو ۽ پنهنجي گهر ۽ خاندان جي ڀلائيءَ لاءِ ڪوشش ڪري ٿو. [369,1044,478,1088]
story-text: ساڳئي وقت ڪيترن ئي ماڻهن جي زندگيءَ ۾ اهڙا موڙ اچن ٿا جن ۾ انسان پنهنجي فيصلي تي ٻيهر غور ڪري ٿو ۽ پنهنجي گهر ۽ خاندان جي ڀلائيءَ لاءِ ڪوشش ڪري ٿو. [607,1376,716,1420]
story-number: 29 [336,45,355,57]
story-number: 25 [455,833,474,845]
ad-notice-title: ڪورٽ نوٽيس [844,488,936,505]
story-text: ساڳئي وقت ڪيترن ئي ماڻهن جي زندگيءَ ۾ اهڙا موڙ اچن ٿا جن ۾ انسان پنهنجي فيصلي تي ٻيهر غور ڪري ٿو ۽ پنهنجي گهر ۽ خاندان جي ڀلائيءَ لاءِ ڪوشش ڪري ٿو. [250,1134,359,1178]
story-number: 22 [455,242,474,254]
story-title: زندگيءَ جي ڀاڪر [611,1228,677,1238]
story-text: ساڳئي وقت ڪيترن ئي ماڻهن جي زندگيءَ ۾ اهڙا موڙ اچن ٿا جن ۾ انسان پنهنجي فيصلي تي ٻيهر غور ڪري ٿو ۽ پنهنجي گهر ۽ خاندان جي ڀلائيءَ لاءِ ڪوشش ڪري ٿو. [250,937,359,981]
story-title: لوڙهو [611,834,633,844]
story-column [604,42,719,1640]
story-text: ساڳئي وقت ڪيترن ئي ماڻهن جي زندگيءَ ۾ اهڙا موڙ اچن ٿا جن ۾ انسان پنهنجي فيصلي تي ٻيهر غور ڪري ٿو ۽ پنهنجي گهر ۽ خاندان جي ڀلائيءَ لاءِ ڪوشش ڪري ٿو. [607,695,716,739]
story-header [12,833,120,845]
story-text: ساڳئي وقت ڪيترن ئي ماڻهن جي زندگيءَ ۾ اهڙا موڙ اچن ٿا جن ۾ انسان پنهنجي فيصلي تي ٻيهر غور ڪري ٿو ۽ پنهنجي گهر ۽ خاندان جي ڀلائيءَ لاءِ ڪوشش ڪري ٿو. [250,391,359,435]
story-text: ساڳئي وقت ڪيترن ئي ماڻهن جي زندگيءَ ۾ اهڙا موڙ اچن ٿا جن ۾ انسان پنهنجي فيصلي تي ٻيهر غور ڪري ٿو ۽ پنهنجي گهر ۽ خاندان جي ڀلائيءَ لاءِ ڪوشش ڪري ٿو. [488,1573,597,1617]
general-notice-text: ساڳئي وقت ڪيترن ئي ماڻهن جي زندگيءَ ۾ اهڙا موڙ اچن ٿا جن ۾ انسان پنهنجي فيصلي تي ٻيهر غور ڪري ٿو ۽ پنهنجي گهر ۽ خاندان جي ڀلائيءَ لاءِ ڪوشش ڪري ٿو. [727,513,830,557]
story-text: ساڳئي وقت ڪيترن ئي ماڻهن جي زندگيءَ ۾ اهڙا موڙ اچن ٿا جن ۾ انسان پنهنجي فيصلي تي ٻيهر غور ڪري ٿو ۽ پنهنجي گهر ۽ خاندان جي ڀلائيءَ لاءِ ڪوشش ڪري ٿو. [488,1483,597,1527]
story-text: ساڳئي وقت ڪيترن ئي ماڻهن جي زندگيءَ ۾ اهڙا موڙ اچن ٿا جن ۾ انسان پنهنجي فيصلي تي ٻيهر غور ڪري ٿو ۽ پنهنجي گهر ۽ خاندان جي ڀلائيءَ لاءِ ڪوشش ڪري ٿو. [131,104,240,148]
story-text: ساڳئي وقت ڪيترن ئي ماڻهن جي زندگيءَ ۾ اهڙا موڙ اچن ٿا جن ۾ انسان پنهنجي فيصلي تي ٻيهر غور ڪري ٿو ۽ پنهنجي گهر ۽ خاندان جي ڀلائيءَ لاءِ ڪوشش ڪري ٿو. [607,256,716,300]
story-header [489,45,597,57]
story-text: ساڳئي وقت ڪيترن ئي ماڻهن جي زندگيءَ ۾ اهڙا موڙ اچن ٿا جن ۾ انسان پنهنجي فيصلي تي ٻيهر غور ڪري ٿو ۽ پنهنجي گهر ۽ خاندان جي ڀلائيءَ لاءِ ڪوشش ڪري ٿو. [11,498,121,542]
story-header [131,1030,239,1042]
ad-notice-title: ڪورٽ نوٽيس [844,280,936,297]
story-text: ساڳئي وقت ڪيترن ئي ماڻهن جي زندگيءَ ۾ اهڙا موڙ اچن ٿا جن ۾ انسان پنهنجي فيصلي تي ٻيهر غور ڪري ٿو ۽ پنهنجي گهر ۽ خاندان جي ڀلائيءَ لاءِ ڪوشش ڪري ٿو. [488,59,597,103]
story-text: ساڳئي وقت ڪيترن ئي ماڻهن جي زندگيءَ ۾ اهڙا موڙ اچن ٿا جن ۾ انسان پنهنجي فيصلي تي ٻيهر غور ڪري ٿو ۽ پنهنجي گهر ۽ خاندان جي ڀلائيءَ لاءِ ڪوشش ڪري ٿو. [11,59,121,103]
story-text: ساڳئي وقت ڪيترن ئي ماڻهن جي زندگيءَ ۾ اهڙا موڙ اچن ٿا جن ۾ انسان پنهنجي فيصلي تي ٻيهر غور ڪري ٿو ۽ پنهنجي گهر ۽ خاندان جي ڀلائيءَ لاءِ ڪوشش ڪري ٿو. [488,1376,597,1420]
story-number: 34 [336,1030,355,1042]
story-header [369,1424,477,1436]
story-title: ٻار [15,46,26,56]
story-text: ساڳئي وقت ڪيترن ئي ماڻهن جي زندگيءَ ۾ اهڙا موڙ اچن ٿا جن ۾ انسان پنهنجي فيصلي تي ٻيهر غور ڪري ٿو ۽ پنهنجي گهر ۽ خاندان جي ڀلائيءَ لاءِ ڪوشش ڪري ٿو. [250,346,359,390]
story-text: ساڳئي وقت ڪيترن ئي ماڻهن جي زندگيءَ ۾ اهڙا موڙ اچن ٿا جن ۾ انسان پنهنجي فيصلي تي ٻيهر غور ڪري ٿو ۽ پنهنجي گهر ۽ خاندان جي ڀلائيءَ لاءِ ڪوشش ڪري ٿو. [250,256,359,300]
general-notice-text: ساڳئي وقت ڪيترن ئي ماڻهن جي زندگيءَ ۾ اهڙا موڙ اچن ٿا جن ۾ انسان پنهنجي فيصلي تي ٻيهر غور ڪري ٿو ۽ پنهنجي گهر ۽ خاندان جي ڀلائيءَ لاءِ ڪوشش ڪري ٿو. [727,919,830,963]
story-header [489,833,597,845]
general-notice-text: ساڳئي وقت ڪيترن ئي ماڻهن جي زندگيءَ ۾ اهڙا موڙ اچن ٿا جن ۾ انسان پنهنجي فيصلي تي ٻيهر غور ڪري ٿو ۽ پنهنجي گهر ۽ خاندان جي ڀلائيءَ لاءِ ڪوشش ڪري ٿو. [727,333,830,377]
ad-notice [841,169,939,270]
story-text: ساڳئي وقت ڪيترن ئي ماڻهن جي زندگيءَ ۾ اهڙا موڙ اچن ٿا جن ۾ انسان پنهنجي فيصلي تي ٻيهر غور ڪري ٿو ۽ پنهنجي گهر ۽ خاندان جي ڀلائيءَ لاءِ ڪوشش ڪري ٿو. [131,1438,240,1482]
story-header [12,636,120,648]
story-number: 35 [336,1227,355,1239]
story-text: ساڳئي وقت ڪيترن ئي ماڻهن جي زندگيءَ ۾ اهڙا موڙ اچن ٿا جن ۾ انسان پنهنجي فيصلي تي ٻيهر غور ڪري ٿو ۽ پنهنجي گهر ۽ خاندان جي ڀلائيءَ لاءِ ڪوشش ڪري ٿو. [369,346,478,390]
story-text: ساڳئي وقت ڪيترن ئي ماڻهن جي زندگيءَ ۾ اهڙا موڙ اچن ٿا جن ۾ انسان پنهنجي فيصلي تي ٻيهر غور ڪري ٿو ۽ پنهنجي گهر ۽ خاندان جي ڀلائيءَ لاءِ ڪوشش ڪري ٿو. [488,1438,597,1482]
story-text: ساڳئي وقت ڪيترن ئي ماڻهن جي زندگيءَ ۾ اهڙا موڙ اچن ٿا جن ۾ انسان پنهنجي فيصلي تي ٻيهر غور ڪري ٿو ۽ پنهنجي گهر ۽ خاندان جي ڀلائيءَ لاءِ ڪوشش ڪري ٿو. [11,740,121,784]
story-title: تڪليف [492,243,518,253]
story-header [608,45,716,57]
story-text: ساڳئي وقت ڪيترن ئي ماڻهن جي زندگيءَ ۾ اهڙا موڙ اچن ٿا جن ۾ انسان پنهنجي فيصلي تي ٻيهر غور ڪري ٿو ۽ پنهنجي گهر ۽ خاندان جي ڀلائيءَ لاءِ ڪوشش ڪري ٿو. [11,301,121,345]
story-header [250,833,358,845]
story-header [489,636,597,648]
story-text: ساڳئي وقت ڪيترن ئي ماڻهن جي زندگيءَ ۾ اهڙا موڙ اچن ٿا جن ۾ انسان پنهنجي فيصلي تي ٻيهر غور ڪري ٿو ۽ پنهنجي گهر ۽ خاندان جي ڀلائيءَ لاءِ ڪوشش ڪري ٿو. [11,1044,121,1088]
story-text: ساڳئي وقت ڪيترن ئي ماڻهن جي زندگيءَ ۾ اهڙا موڙ اچن ٿا جن ۾ انسان پنهنجي فيصلي تي ٻيهر غور ڪري ٿو ۽ پنهنجي گهر ۽ خاندان جي ڀلائيءَ لاءِ ڪوشش ڪري ٿو. [11,1134,121,1178]
story-text: ساڳئي وقت ڪيترن ئي ماڻهن جي زندگيءَ ۾ اهڙا موڙ اچن ٿا جن ۾ انسان پنهنجي فيصلي تي ٻيهر غور ڪري ٿو ۽ پنهنجي گهر ۽ خاندان جي ڀلائيءَ لاءِ ڪوشش ڪري ٿو. [131,59,240,103]
story-text: ساڳئي وقت ڪيترن ئي ماڻهن جي زندگيءَ ۾ اهڙا موڙ اچن ٿا جن ۾ انسان پنهنجي فيصلي تي ٻيهر غور ڪري ٿو ۽ پنهنجي گهر ۽ خاندان جي ڀلائيءَ لاءِ ڪوشش ڪري ٿو. [369,740,478,784]
story-title: اولاد [373,243,390,253]
ad-notice-text: سڀني کي اطلاع ڏجي ٿو ته مٿي ڄاڻايل شخص بابت ڪنهن کي به اعتراض هجي ته مقرر تاريخ تي عدالت ۾ حاضر ٿئي. [844,127,936,162]
general-notice-text: ساڳئي وقت ڪيترن ئي ماڻهن جي زندگيءَ ۾ اهڙا موڙ اچن ٿا جن ۾ انسان پنهنجي فيصلي تي ٻيهر غور ڪري ٿو ۽ پنهنجي گهر ۽ خاندان جي ڀلائيءَ لاءِ ڪوشش ڪري ٿو. [727,1167,830,1211]
story-text: ساڳئي وقت ڪيترن ئي ماڻهن جي زندگيءَ ۾ اهڙا موڙ اچن ٿا جن ۾ انسان پنهنجي فيصلي تي ٻيهر غور ڪري ٿو ۽ پنهنجي گهر ۽ خاندان جي ڀلائيءَ لاءِ ڪوشش ڪري ٿو. [131,1376,240,1420]
story-text: ساڳئي وقت ڪيترن ئي ماڻهن جي زندگيءَ ۾ اهڙا موڙ اچن ٿا جن ۾ انسان پنهنجي فيصلي تي ٻيهر غور ڪري ٿو ۽ پنهنجي گهر ۽ خاندان جي ڀلائيءَ لاءِ ڪوشش ڪري ٿو. [488,740,597,784]
story-text: ساڳئي وقت ڪيترن ئي ماڻهن جي زندگيءَ ۾ اهڙا موڙ اچن ٿا جن ۾ انسان پنهنجي فيصلي تي ٻيهر غور ڪري ٿو ۽ پنهنجي گهر ۽ خاندان جي ڀلائيءَ لاءِ ڪوشش ڪري ٿو. [250,498,359,542]
general-notice-text: ساڳئي وقت ڪيترن ئي ماڻهن جي زندگيءَ ۾ اهڙا موڙ اچن ٿا جن ۾ انسان پنهنجي فيصلي تي ٻيهر غور ڪري ٿو ۽ پنهنجي گهر ۽ خاندان جي ڀلائيءَ لاءِ ڪوشش ڪري ٿو. [727,581,830,625]
story-text: ساڳئي وقت ڪيترن ئي ماڻهن جي زندگيءَ ۾ اهڙا موڙ اچن ٿا جن ۾ انسان پنهنجي فيصلي تي ٻيهر غور ڪري ٿو ۽ پنهنجي گهر ۽ خاندان جي ڀلائيءَ لاءِ ڪوشش ڪري ٿو. [369,695,478,739]
story-title: ڀاءُ [373,637,383,647]
story-title: ڪتاب [15,1425,38,1435]
story-text: ساڳئي وقت ڪيترن ئي ماڻهن جي زندگيءَ ۾ اهڙا موڙ اچن ٿا جن ۾ انسان پنهنجي فيصلي تي ٻيهر غور ڪري ٿو ۽ پنهنجي گهر ۽ خاندان جي ڀلائيءَ لاءِ ڪوشش ڪري ٿو. [131,498,240,542]
story-number: 31 [336,439,355,451]
story-text: ساڳئي وقت ڪيترن ئي ماڻهن جي زندگيءَ ۾ اهڙا موڙ اچن ٿا جن ۾ انسان پنهنجي فيصلي تي ٻيهر غور ڪري ٿو ۽ پنهنجي گهر ۽ خاندان جي ڀلائيءَ لاءِ ڪوشش ڪري ٿو. [607,937,716,981]
story-number: 15 [574,439,593,451]
general-notice-title: عام اطلاع [727,1058,830,1075]
story-header [131,833,239,845]
story-text: ساڳئي وقت ڪيترن ئي ماڻهن جي زندگيءَ ۾ اهڙا موڙ اچن ٿا جن ۾ انسان پنهنجي فيصلي تي ٻيهر غور ڪري ٿو ۽ پنهنجي گهر ۽ خاندان جي ڀلائيءَ لاءِ ڪوشش ڪري ٿو. [369,391,478,435]
story-column [8,42,123,1640]
story-text: ساڳئي وقت ڪيترن ئي ماڻهن جي زندگيءَ ۾ اهڙا موڙ اچن ٿا جن ۾ انسان پنهنجي فيصلي تي ٻيهر غور ڪري ٿو ۽ پنهنجي گهر ۽ خاندان جي ڀلائيءَ لاءِ ڪوشش ڪري ٿو. [607,104,716,148]
story-number: 28 [455,1424,474,1436]
story-text: ساڳئي وقت ڪيترن ئي ماڻهن جي زندگيءَ ۾ اهڙا موڙ اچن ٿا جن ۾ انسان پنهنجي فيصلي تي ٻيهر غور ڪري ٿو ۽ پنهنجي گهر ۽ خاندان جي ڀلائيءَ لاءِ ڪوشش ڪري ٿو. [369,59,478,103]
general-notice-text: ساڳئي وقت ڪيترن ئي ماڻهن جي زندگيءَ ۾ اهڙا موڙ اچن ٿا جن ۾ انسان پنهنجي فيصلي تي ٻيهر غور ڪري ٿو ۽ پنهنجي گهر ۽ خاندان جي ڀلائيءَ لاءِ ڪوشش ڪري ٿو. [727,423,830,467]
story-title: پراڻو شهر [373,1228,411,1238]
story-text: ساڳئي وقت ڪيترن ئي ماڻهن جي زندگيءَ ۾ اهڙا موڙ اچن ٿا جن ۾ انسان پنهنجي فيصلي تي ٻيهر غور ڪري ٿو ۽ پنهنجي گهر ۽ خاندان جي ڀلائيءَ لاءِ ڪوشش ڪري ٿو. [488,149,597,193]
story-text: ساڳئي وقت ڪيترن ئي ماڻهن جي زندگيءَ ۾ اهڙا موڙ اچن ٿا جن ۾ انسان پنهنجي فيصلي تي ٻيهر غور ڪري ٿو ۽ پنهنجي گهر ۽ خاندان جي ڀلائيءَ لاءِ ڪوشش ڪري ٿو. [607,1331,716,1375]
story-text: ساڳئي وقت ڪيترن ئي ماڻهن جي زندگيءَ ۾ اهڙا موڙ اچن ٿا جن ۾ انسان پنهنجي فيصلي تي ٻيهر غور ڪري ٿو ۽ پنهنجي گهر ۽ خاندان جي ڀلائيءَ لاءِ ڪوشش ڪري ٿو. [488,1241,597,1285]
story-number: 47 [98,439,117,451]
daily-label: Daily [32,18,53,28]
story-text: ساڳئي وقت ڪيترن ئي ماڻهن جي زندگيءَ ۾ اهڙا موڙ اچن ٿا جن ۾ انسان پنهنجي فيصلي تي ٻيهر غور ڪري ٿو ۽ پنهنجي گهر ۽ خاندان جي ڀلائيءَ لاءِ ڪوشش ڪري ٿو. [369,256,478,300]
story-header [12,439,120,451]
story-header [12,1227,120,1239]
story-text: ساڳئي وقت ڪيترن ئي ماڻهن جي زندگيءَ ۾ اهڙا موڙ اچن ٿا جن ۾ انسان پنهنجي فيصلي تي ٻيهر غور ڪري ٿو ۽ پنهنجي گهر ۽ خاندان جي ڀلائيءَ لاءِ ڪوشش ڪري ٿو. [607,892,716,936]
story-text: ساڳئي وقت ڪيترن ئي ماڻهن جي زندگيءَ ۾ اهڙا موڙ اچن ٿا جن ۾ انسان پنهنجي فيصلي تي ٻيهر غور ڪري ٿو ۽ پنهنجي گهر ۽ خاندان جي ڀلائيءَ لاءِ ڪوشش ڪري ٿو. [131,1241,240,1285]
story-text: ساڳئي وقت ڪيترن ئي ماڻهن جي زندگيءَ ۾ اهڙا موڙ اچن ٿا جن ۾ انسان پنهنجي فيصلي تي ٻيهر غور ڪري ٿو ۽ پنهنجي گهر ۽ خاندان جي ڀلائيءَ لاءِ ڪوشش ڪري ٿو. [11,453,121,497]
story-text: ساڳئي وقت ڪيترن ئي ماڻهن جي زندگيءَ ۾ اهڙا موڙ اچن ٿا جن ۾ انسان پنهنجي فيصلي تي ٻيهر غور ڪري ٿو ۽ پنهنجي گهر ۽ خاندان جي ڀلائيءَ لاءِ ڪوشش ڪري ٿو. [131,1134,240,1178]
story-title: فرض [135,46,156,56]
ad-notice [841,793,939,907]
story-text: ساڳئي وقت ڪيترن ئي ماڻهن جي زندگيءَ ۾ اهڙا موڙ اچن ٿا جن ۾ انسان پنهنجي فيصلي تي ٻيهر غور ڪري ٿو ۽ پنهنجي گهر ۽ خاندان جي ڀلائيءَ لاءِ ڪوشش ڪري ٿو. [488,1179,597,1223]
story-number: 39 [217,439,236,451]
general-notice-text: ساڳئي وقت ڪيترن ئي ماڻهن جي زندگيءَ ۾ اهڙا موڙ اچن ٿا جن ۾ انسان پنهنجي فيصلي تي ٻيهر غور ڪري ٿو ۽ پنهنجي گهر ۽ خاندان جي ڀلائيءَ لاءِ ڪوشش ڪري ٿو. [727,964,830,1008]
ad-notice [841,273,939,374]
general-notice-text: ساڳئي وقت ڪيترن ئي ماڻهن جي زندگيءَ ۾ اهڙا موڙ اچن ٿا جن ۾ انسان پنهنجي فيصلي تي ٻيهر غور ڪري ٿو ۽ پنهنجي گهر ۽ خاندان جي ڀلائيءَ لاءِ ڪوشش ڪري ٿو. [727,265,830,309]
story-text: ساڳئي وقت ڪيترن ئي ماڻهن جي زندگيءَ ۾ اهڙا موڙ اچن ٿا جن ۾ انسان پنهنجي فيصلي تي ٻيهر غور ڪري ٿو ۽ پنهنجي گهر ۽ خاندان جي ڀلائيءَ لاءِ ڪوشش ڪري ٿو. [607,785,716,829]
story-number: 51 [98,1227,117,1239]
story-text: ساڳئي وقت ڪيترن ئي ماڻهن جي زندگيءَ ۾ اهڙا موڙ اچن ٿا جن ۾ انسان پنهنجي فيصلي تي ٻيهر غور ڪري ٿو ۽ پنهنجي گهر ۽ خاندان جي ڀلائيءَ لاءِ ڪوشش ڪري ٿو. [131,740,240,784]
story-number: 45 [98,45,117,57]
story-column [365,42,480,1640]
story-text: ساڳئي وقت ڪيترن ئي ماڻهن جي زندگيءَ ۾ اهڙا موڙ اچن ٿا جن ۾ انسان پنهنجي فيصلي تي ٻيهر غور ڪري ٿو ۽ پنهنجي گهر ۽ خاندان جي ڀلائيءَ لاءِ ڪوشش ڪري ٿو. [11,588,121,632]
story-text: ساڳئي وقت ڪيترن ئي ماڻهن جي زندگيءَ ۾ اهڙا موڙ اچن ٿا جن ۾ انسان پنهنجي فيصلي تي ٻيهر غور ڪري ٿو ۽ پنهنجي گهر ۽ خاندان جي ڀلائيءَ لاءِ ڪوشش ڪري ٿو. [607,650,716,694]
story-text: ساڳئي وقت ڪيترن ئي ماڻهن جي زندگيءَ ۾ اهڙا موڙ اچن ٿا جن ۾ انسان پنهنجي فيصلي تي ٻيهر غور ڪري ٿو ۽ پنهنجي گهر ۽ خاندان جي ڀلائيءَ لاءِ ڪوشش ڪري ٿو. [607,588,716,632]
ad-notice-title: ڪورٽ نوٽيس [844,176,936,193]
story-text: ساڳئي وقت ڪيترن ئي ماڻهن جي زندگيءَ ۾ اهڙا موڙ اچن ٿا جن ۾ انسان پنهنجي فيصلي تي ٻيهر غور ڪري ٿو ۽ پنهنجي گهر ۽ خاندان جي ڀلائيءَ لاءِ ڪوشش ڪري ٿو. [607,1089,716,1133]
story-number: 41 [217,833,236,845]
year-label: سال [272,26,290,36]
story-title: بد عادت [492,1031,524,1041]
ad-notice-text: سڀني کي اطلاع ڏجي ٿو ته مٿي ڄاڻايل شخص بابت ڪنهن کي به اعتراض هجي ته مقرر تاريخ تي عدالت ۾ حاضر ٿئي. [844,611,936,646]
story-title: احساس [373,834,404,844]
story-text: ساڳئي وقت ڪيترن ئي ماڻهن جي زندگيءَ ۾ اهڙا موڙ اچن ٿا جن ۾ انسان پنهنجي فيصلي تي ٻيهر غور ڪري ٿو ۽ پنهنجي گهر ۽ خاندان جي ڀلائيءَ لاءِ ڪوشش ڪري ٿو. [250,740,359,784]
